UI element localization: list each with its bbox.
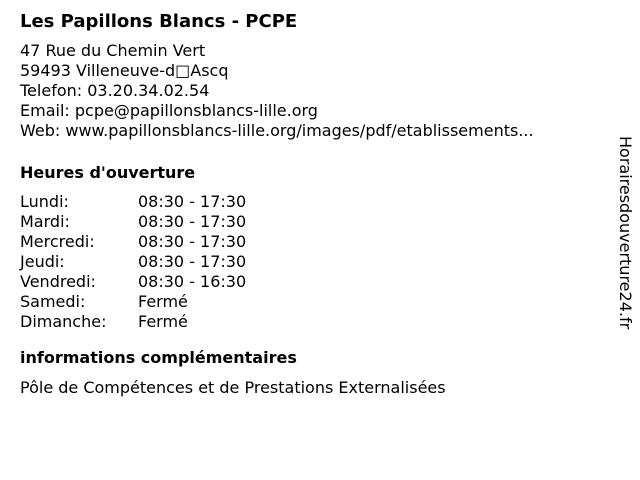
hours-day: Jeudi:: [20, 252, 65, 271]
postal-city: 59493 Villeneuve-d□Ascq: [20, 61, 229, 80]
hours-time: 08:30 - 16:30: [138, 272, 247, 291]
hours-day: Samedi:: [20, 292, 86, 311]
email-line: Email: pcpe@papillonsblancs-lille.org: [20, 101, 318, 120]
side-brand: [613, 136, 633, 376]
business-card: [20, 10, 600, 398]
business-name: Les Papillons Blancs - PCPE: [20, 11, 298, 32]
info-description: Pôle de Compétences et de Prestations Externalisées: [20, 378, 446, 397]
web-line: Web: www.papillonsblancs-lille.org/images/pdf/etablissements...: [20, 121, 534, 140]
hours-time: 08:30 - 17:30: [138, 192, 247, 211]
address-block: [20, 41, 600, 141]
phone-line: Telefon: 03.20.34.02.54: [20, 81, 210, 100]
hours-table: [20, 192, 600, 332]
hours-day: Mercredi:: [20, 232, 95, 251]
hours-time: 08:30 - 17:30: [138, 212, 247, 231]
hours-row-jeudi: [20, 252, 600, 272]
hours-day: Mardi:: [20, 212, 70, 231]
brand-watermark-text: Horairesdouverture24.fr: [616, 136, 635, 330]
hours-row-mercredi: [20, 232, 600, 252]
hours-day: Vendredi:: [20, 272, 96, 291]
hours-day: Lundi:: [20, 192, 69, 211]
hours-row-mardi: [20, 212, 600, 232]
hours-row-vendredi: [20, 272, 600, 292]
street-address: 47 Rue du Chemin Vert: [20, 41, 206, 60]
hours-row-samedi: [20, 292, 600, 312]
hours-time: Fermé: [138, 292, 188, 311]
hours-time: 08:30 - 17:30: [138, 252, 247, 271]
hours-row-dimanche: [20, 312, 600, 332]
hours-time: 08:30 - 17:30: [138, 232, 247, 251]
hours-row-lundi: [20, 192, 600, 212]
hours-day: Dimanche:: [20, 312, 107, 331]
hours-time: Fermé: [138, 312, 188, 331]
info-heading: informations complémentaires: [20, 348, 297, 367]
hours-heading: Heures d'ouverture: [20, 163, 196, 182]
